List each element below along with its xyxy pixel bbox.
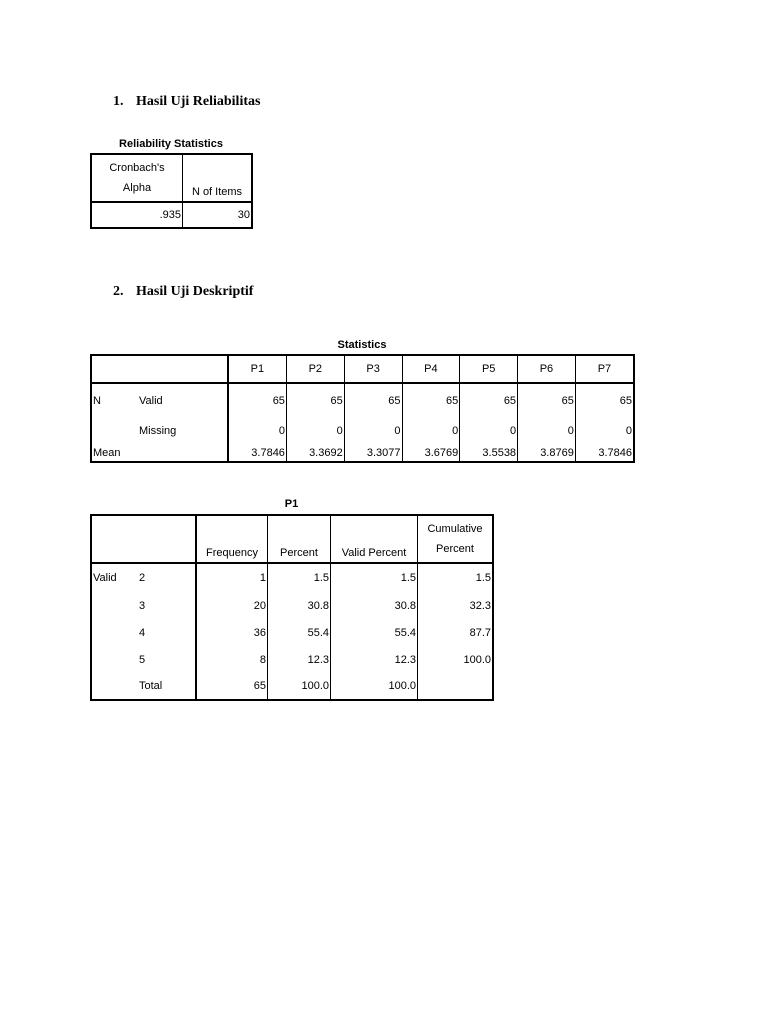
mean-cell: 3.8769 (518, 444, 576, 462)
cumulative-cell (418, 673, 493, 700)
column-header: P6 (518, 355, 576, 383)
percent-cell: 55.4 (268, 619, 331, 646)
valid-cell: 65 (619, 395, 632, 407)
mean-cell: 3.5538 (460, 444, 518, 462)
table-row (91, 673, 493, 700)
alpha-value: .935 (91, 202, 183, 228)
cumulative-cell: 100.0 (463, 653, 491, 666)
missing-cell: 0 (344, 418, 402, 444)
cumulative-cell: 87.7 (469, 626, 491, 639)
table-row (91, 202, 252, 228)
items-value: 30 (237, 209, 250, 221)
percent-cell: 12.3 (268, 646, 331, 673)
missing-cell: 0 (625, 425, 632, 437)
p1-frequency-table (90, 514, 494, 701)
header-line: Cumulative (427, 523, 483, 535)
header-line: Percent (436, 543, 474, 555)
valid-cell: 65 (286, 383, 344, 418)
statistics-table (90, 354, 635, 463)
percent-cell: 100.0 (268, 673, 331, 700)
valid-cell: 65 (460, 383, 518, 418)
row-label-n: N (93, 395, 101, 407)
value-label: 4 (138, 619, 196, 646)
header-line: Alpha (122, 182, 152, 194)
missing-cell: 0 (460, 418, 518, 444)
missing-cell: 0 (228, 418, 287, 444)
percent-cell: 30.8 (268, 592, 331, 619)
group-label-blank (91, 619, 138, 646)
row-label-mean: Mean (91, 444, 228, 462)
valid-percent-cell: 1.5 (331, 563, 418, 592)
group-label-blank (91, 673, 138, 700)
group-label-blank (91, 646, 138, 673)
valid-cell: 65 (344, 383, 402, 418)
column-header: P3 (344, 355, 402, 383)
table-row (91, 444, 634, 462)
section-heading-descriptive (113, 284, 253, 300)
section-number: 1. (113, 94, 124, 109)
percent-cell: 1.5 (268, 563, 331, 592)
p1-caption: P1 (284, 498, 299, 510)
value-label: 2 (138, 563, 196, 592)
group-label-valid: Valid (93, 572, 117, 584)
frequency-cell: 20 (196, 592, 268, 619)
header-frequency: Frequency (196, 515, 268, 563)
valid-percent-cell: 55.4 (331, 619, 418, 646)
statistics-caption: Statistics (337, 339, 387, 351)
frequency-cell: 36 (196, 619, 268, 646)
row-label-valid: Valid (138, 383, 228, 418)
valid-cell: 65 (402, 383, 460, 418)
section-number: 2. (113, 284, 124, 299)
table-row (91, 563, 493, 592)
valid-percent-cell: 12.3 (331, 646, 418, 673)
cumulative-cell: 32.3 (469, 599, 491, 612)
missing-cell: 0 (518, 418, 576, 444)
mean-cell: 3.6769 (402, 444, 460, 462)
table-row (91, 646, 493, 673)
row-label-missing: Missing (138, 418, 228, 444)
header-n-of-items: N of Items (183, 154, 253, 202)
valid-percent-cell: 100.0 (331, 673, 418, 700)
value-label: 3 (138, 592, 196, 619)
valid-cell: 65 (228, 383, 287, 418)
group-label-blank (91, 592, 138, 619)
column-header: P2 (286, 355, 344, 383)
header-cumulative-percent (418, 515, 493, 563)
column-header: P1 (228, 355, 287, 383)
valid-cell: 65 (518, 383, 576, 418)
mean-cell: 3.3692 (286, 444, 344, 462)
table-row (91, 619, 493, 646)
table-row (91, 592, 493, 619)
header-cronbach-alpha (91, 154, 183, 202)
reliability-caption: Reliability Statistics (119, 138, 223, 150)
table-header-row (91, 154, 252, 202)
mean-cell: 3.7846 (228, 444, 287, 462)
row-label-blank (91, 418, 138, 444)
value-label-total: Total (138, 673, 196, 700)
corner-cell (91, 515, 196, 563)
table-row (91, 383, 634, 418)
corner-cell (91, 355, 228, 383)
frequency-cell: 8 (196, 646, 268, 673)
section-heading-reliability (113, 94, 260, 110)
reliability-table (90, 153, 253, 229)
table-header-row (91, 515, 493, 563)
mean-cell: 3.3077 (344, 444, 402, 462)
cumulative-cell: 1.5 (475, 572, 491, 584)
value-label: 5 (138, 646, 196, 673)
table-row (91, 418, 634, 444)
header-line: Cronbach's (109, 162, 165, 174)
missing-cell: 0 (286, 418, 344, 444)
column-header: P5 (460, 355, 518, 383)
missing-cell: 0 (402, 418, 460, 444)
table-header-row (91, 355, 634, 383)
section-title: Hasil Uji Reliabilitas (136, 94, 261, 109)
frequency-cell: 65 (196, 673, 268, 700)
column-header: P7 (575, 355, 634, 383)
mean-cell: 3.7846 (598, 446, 632, 459)
valid-percent-cell: 30.8 (331, 592, 418, 619)
header-percent: Percent (268, 515, 331, 563)
column-header: P4 (402, 355, 460, 383)
header-valid-percent: Valid Percent (331, 515, 418, 563)
section-title: Hasil Uji Deskriptif (136, 284, 254, 299)
frequency-cell: 1 (196, 563, 268, 592)
